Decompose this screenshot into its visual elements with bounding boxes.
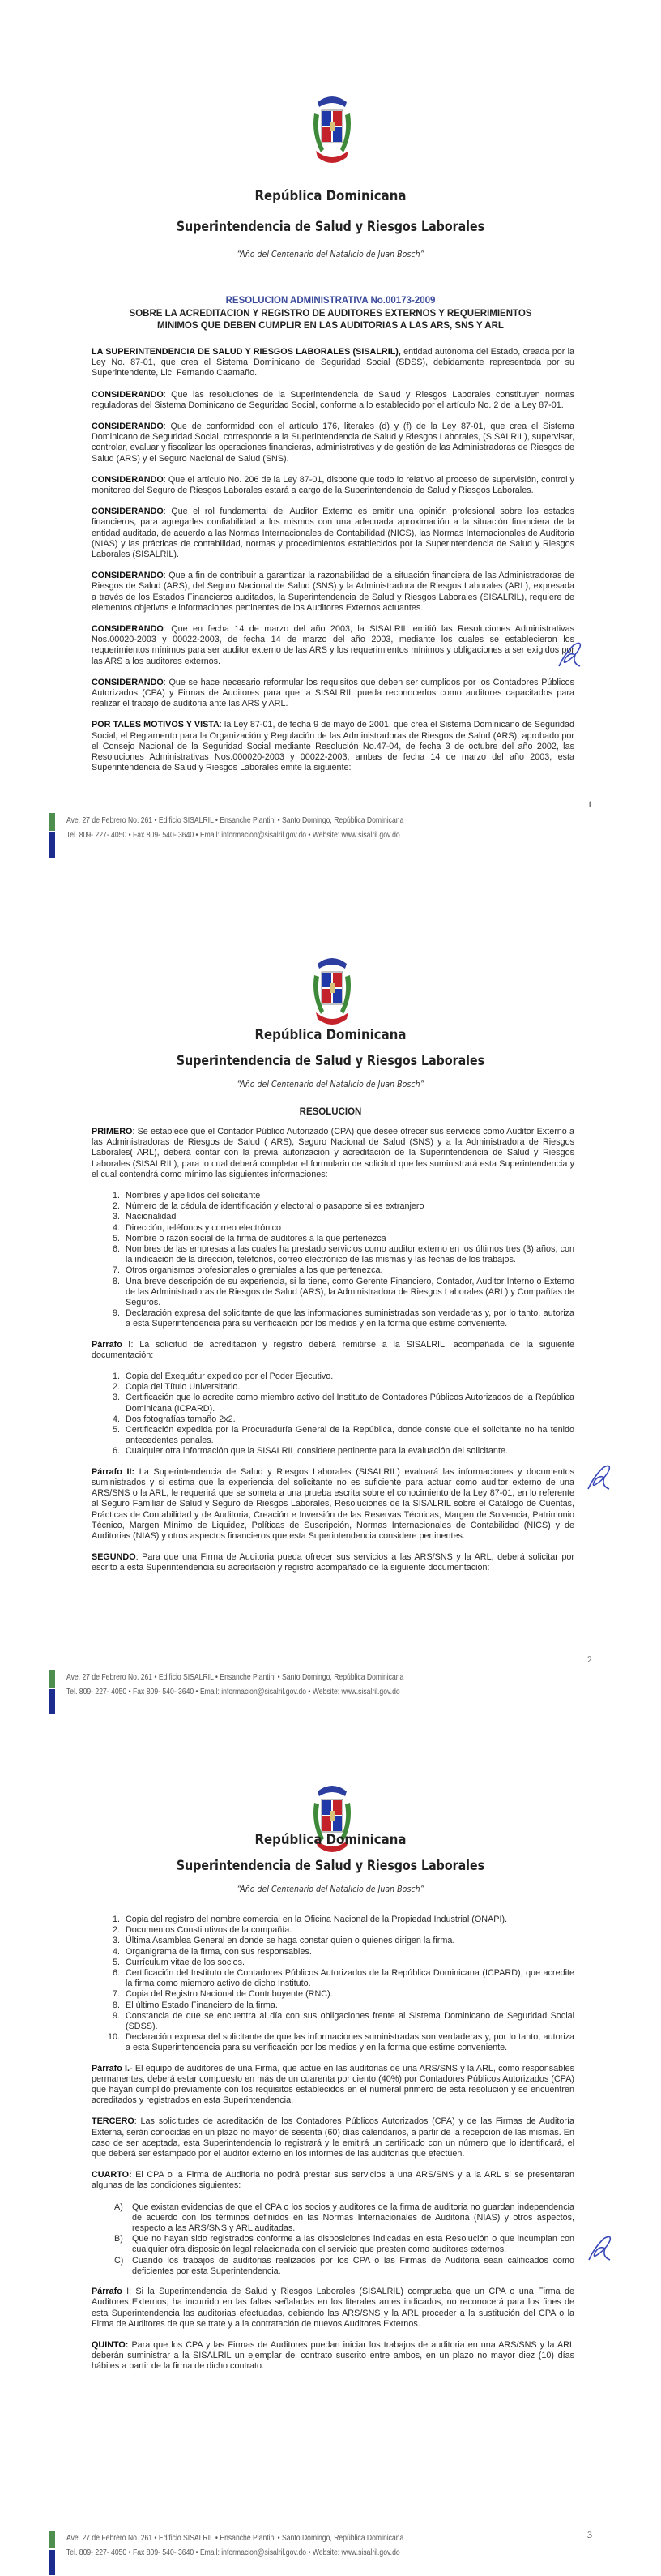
signature-mark [586, 2232, 615, 2265]
tercero-label: TERCERO [92, 2116, 134, 2127]
por-tales-motivos [92, 720, 574, 773]
page-2-body [92, 1127, 574, 1585]
header-country: República Dominicana [254, 1832, 407, 1848]
signature-mark [585, 1461, 614, 1494]
footer-address: Ave. 27 de Febrero No. 261 • Edificio SISALRIL • Ensanche Piantini • Santo Domingo, República Dominicana [66, 1672, 404, 1682]
list-item: 9. Constancia de que se encuentra al día con sus obligaciones frente al Sistema Dominicano de Seguridad Social (SDSS). [122, 2011, 574, 2032]
signature-mark [556, 639, 585, 671]
considerando-text: : Que el rol fundamental del Auditor Externo es emitir una opinión profesional sobre los estados financieros, para agregarles confiabilidad a los mismos con una adecuada aproximación a la situación financiera de la entidad auditada, de acuerdo a las Normas Internacionales de Contabilidad (NICS), las Normas Internacionales de Auditoria (NIAS) y las prácticas de contabilidad, normas y procedimientos establecidos por la Superintendencia de Salud y Riesgos Laborales (SISALRIL). [92, 507, 574, 560]
list-item: 7. Otros organismos profesionales o gremiales a los que pertenezca. [122, 1265, 574, 1276]
footer-blue-bar [49, 832, 55, 858]
resolution-subtitle-2: MINIMOS QUE DEBEN CUMPLIR EN LAS AUDITORIAS A LAS ARS, SNS Y ARL [157, 321, 504, 331]
header-agency: Superintendencia de Salud y Riesgos Laborales [176, 219, 485, 234]
parrafo-2 [92, 1467, 574, 1542]
header-agency: Superintendencia de Salud y Riesgos Laborales [176, 1858, 485, 1873]
list-item: 7. Copia del Registro Nacional de Contribuyente (RNC). [122, 1989, 574, 2000]
considerando-4 [92, 507, 574, 560]
cuarto-list [92, 2202, 574, 2277]
list-item [114, 2234, 574, 2255]
header-motto: “Año del Centenario del Natalicio de Juan Bosch” [237, 249, 424, 259]
parrafo-1-text: : La solicitud de acreditación y registro deberá remitirse a la SISALRIL, acompañada de la siguiente documentación: [92, 1339, 575, 1360]
coat-of-arms-logo [309, 951, 355, 1032]
considerando-label: CONSIDERANDO [92, 507, 164, 517]
tercero-paragraph [92, 2116, 574, 2159]
considerando-label: CONSIDERANDO [92, 571, 164, 581]
parrafo-1-list [92, 1371, 574, 1457]
list-item [114, 2256, 574, 2277]
list-item: 6. Cualquier otra información que la SISALRIL considere pertinente para la evaluación del solicitante. [122, 1446, 574, 1457]
parrafo-1-sancion [92, 2287, 574, 2330]
header-country: República Dominicana [254, 1027, 407, 1043]
segundo-list [92, 1915, 574, 2054]
footer-blue-bar [49, 1689, 55, 1714]
resolution-title: RESOLUCION ADMINISTRATIVA No.00173-2009 [225, 296, 436, 306]
list-item: 6. Certificación del Instituto de Contadores Públicos Autorizados de la República Dominicana (ICPARD), que acredite la firma como miembro activo de dicho Instituto. [122, 1968, 574, 1989]
page-number: 3 [587, 2529, 592, 2540]
footer-address: Ave. 27 de Febrero No. 261 • Edificio SISALRIL • Ensanche Piantini • Santo Domingo, República Dominicana [66, 2533, 404, 2543]
list-item [114, 2202, 574, 2235]
list-item: 4. Dirección, teléfonos y correo electrónico [122, 1223, 574, 1234]
list-text: Que no hayan sido registrados conforme a las disposiciones indicadas en esta Resolución o que incumplan con cualquier otra disposición legal relacionada con el servicio que presten como auditores externos. [132, 2234, 574, 2255]
intro-bold: LA SUPERINTENDENCIA DE SALUD Y RIESGOS LABORALES (SISALRIL), [92, 347, 401, 357]
parrafo-2-label: Párrafo II: [92, 1466, 135, 1477]
parrafo-label: Párrafo [92, 2287, 122, 2297]
page-1 [0, 0, 661, 858]
footer-address: Ave. 27 de Febrero No. 261 • Edificio SISALRIL • Ensanche Piantini • Santo Domingo, República Dominicana [66, 815, 404, 825]
footer-contact: Tel. 809- 227- 4050 • Fax 809- 540- 3640 • Email: informacion@sisalril.gov.do • Website: www.sisalril.gov.do [66, 2548, 400, 2557]
header-country: República Dominicana [254, 188, 407, 204]
intro-text: entidad autónoma del Estado, creada por la Ley No. 87-01, que crea el Sistema Dominicano de Seguridad Social (SDSS), debidamente representada por su Superintendente, Lic. Fernando Caamaño. [92, 347, 574, 379]
footer-contact: Tel. 809- 227- 4050 • Fax 809- 540- 3640 • Email: informacion@sisalril.gov.do • Website: www.sisalril.gov.do [66, 1687, 400, 1697]
list-item: 1. Copia del registro del nombre comercial en la Oficina Nacional de la Propiedad Industrial (ONAPI). [122, 1915, 574, 1925]
list-item: 1. Copia del Exequátur expedido por el Poder Ejecutivo. [122, 1371, 574, 1382]
cuarto-text: El CPA o la Firma de Auditoria no podrá prestar sus servicios a una ARS/SNS y a la ARL si se presentaran algunas de las condiciones siguientes: [92, 2170, 574, 2191]
list-item: 9. Declaración expresa del solicitante de que las informaciones suministradas son verdaderas y, por lo tanto, autoriza a esta Superintendencia para su verificación por los medios y en la forma que estime conveniente. [122, 1308, 574, 1329]
parrafo-1-firma [92, 2064, 574, 2107]
considerando-6 [92, 624, 574, 667]
resolucion-heading: RESOLUCION [299, 1107, 362, 1117]
list-item: 2. Documentos Constitutivos de la compañía. [122, 1925, 574, 1936]
list-item: 5. Certificación expedida por la Procuraduría General de la República, donde conste que el solicitante no ha tenido antecedentes penales. [122, 1425, 574, 1446]
list-item: 5. Nombre o razón social de la firma de auditores a la que pertenezca [122, 1234, 574, 1244]
considerando-text: : Que se hace necesario reformular los requisitos que deben ser cumplidos por los Contadores Públicos Autorizados (CPA) y Firmas de Auditores para que la SISALRIL pueda reconocerlos como auditores capacitados para realizar el trabajo de auditoria ante las ARS y ARL. [92, 677, 574, 709]
considerando-text: : Que el artículo No. 206 de la Ley 87-01, dispone que todo lo relativo al proceso de supervisión, control y monitoreo del Seguro de Riesgos Laborales estará a cargo de la Superintendencia de Salud y Riesgos Laborales. [92, 474, 574, 496]
header-motto: “Año del Centenario del Natalicio de Juan Bosch” [237, 1884, 424, 1894]
resolution-subtitle-1: SOBRE LA ACREDITACION Y REGISTRO DE AUDITORES EXTERNOS Y REQUERIMIENTOS [129, 309, 532, 319]
considerando-text: : Que a fin de contribuir a garantizar la razonabilidad de la situación financiera de las Administradoras de Riesgos de Salud (ARS), del Seguro Nacional de Salud (SNS) y la Administradora de Riesgos Laborales (ARL), expresada a través de los Estados Financieros auditados, la Superintendencia de Salud y Riesgos Laborales (SISALRIL), requiere de elementos objetivos e informaciones pertinentes de los Auditores Externos actuantes. [92, 571, 574, 613]
por-tales-label: POR TALES MOTIVOS Y VISTA [92, 720, 220, 730]
cuarto-paragraph [92, 2170, 574, 2191]
parrafo-2-text: La Superintendencia de Salud y Riesgos Laborales (SISALRIL) evaluará las informaciones y documentos suministrados y si estima que la experiencia del solicitante no es suficiente para actuar como auditor externo de una ARS/SNS o la ARL, le requerirá que se someta a una prueba escrita sobre el conocimiento de la Ley 87-01, en lo referente al Seguro Familiar de Salud y Seguro de Riesgos Laborales, Resoluciones de la SISALRIL sobre el Catálogo de Cuentas, Prácticas de Contabilidad y de Auditoria, Creación e Inversión de las Reservas Técnicas, Margen de Solvencia, Patrimonio Técnico, Margen Mínimo de Liquidez, Políticas de Suscripción, Normas Internacionales de Contabilidad (NICS) y de Auditorias (NIAS) y otros aspectos financieros que esta Superintendencia considere pertinentes. [92, 1466, 574, 1541]
page-1-body [92, 347, 574, 785]
page-footer [49, 1670, 616, 1709]
page-3-body [92, 1915, 574, 2383]
intro-paragraph [92, 347, 574, 379]
footer-blue-bar [49, 2550, 55, 2575]
header-motto: “Año del Centenario del Natalicio de Juan Bosch” [237, 1079, 424, 1089]
por-tales-text: : la Ley 87-01, de fecha 9 de mayo de 2001, que crea el Sistema Dominicano de Seguridad Social, el Reglamento para la Organización y Regulación de las Administradoras de Riesgos de Salud (ARS), aprobado por el Consejo Nacional de la Seguridad Social mediante Resolución No.47-04, de fecha 3 de octubre del año 2002, las Resoluciones Administrativas Nos.000020-2003 y 00022-2003, ambas de fecha 14 de marzo del año 2003, esta Superintendencia de Salud y Riesgos Laborales emite la siguiente: [92, 720, 575, 773]
primero-label: PRIMERO [92, 1127, 133, 1136]
list-item: 6. Nombres de las empresas a las cuales ha prestado servicios como auditor externo en los últimos tres (3) años, con la indicación de la dirección, teléfonos, correo electrónico de las mismas y las fechas de los trabajos. [122, 1244, 574, 1265]
list-item: 4. Organigrama de la firma, con sus responsables. [122, 1947, 574, 1958]
considerando-text: : Que en fecha 14 de marzo del año 2003, la SISALRIL emitió las Resoluciones Administrativas Nos.00020-2003 y 00022-2003, de fecha 14 de marzo del año 2003, mediante los cuales se establecieron los requerimientos mínimos para ser auditor externo de las ARS y los requerimientos mínimos y obligaciones a ser exigidos por las ARS a los auditores externos. [92, 624, 574, 666]
primero-text: : Se establece que el Contador Público Autorizado (CPA) que desee ofrecer sus servicios como Auditor Externo a las Administradoras de Riesgos de Salud ( ARS), Seguro Nacional de Salud (SNS) y a la Administradora de Riesgos Laborales( ARL), deberá contar con la previa autorización y acreditación de la Superintendencia de Salud y Riesgos Laborales (SISALRIL), para lo cual deberá completar el formulario de solicitud que les suministrará esta Superintendencia y el cual contendrá como mínimo las siguientes informaciones: [92, 1127, 574, 1179]
parrafo-text: I: Si la Superintendencia de Salud y Riesgos Laborales (SISALRIL) comprueba que un CPA o una Firma de Auditores Externos, ha incurrido en las faltas señaladas en los literales antes indicados, no reconocerá para los fines de esta Superintendencia las auditorias efectuadas, debiendo las ARS/SNS y la ARL proceder a la sustitución del CPA o la Firma de Auditores de que se trate y a la contratación de nuevos Auditores Externos. [92, 2287, 574, 2329]
considerando-7 [92, 678, 574, 710]
footer-green-bar [49, 813, 55, 831]
page-2 [0, 858, 661, 1717]
tercero-text: : Las solicitudes de acreditación de los Contadores Públicos Autorizados (CPA) y de las Firmas de Auditoría Externa, serán conocidas en un plazo no mayor de sesenta (60) días calendarios, a partir de la recepción de las mismas. En caso de ser aceptada, esta Superintendencia lo registrará y le emitirá un certificado con un número que lo identificará, el que deberá ser estampado por el auditor externo en los informes de las auditorias que efectúen. [92, 2116, 574, 2159]
considerando-text: : Que las resoluciones de la Superintendencia de Salud y Riesgos Laborales constituyen normas reguladoras del Sistema Dominicano de Seguridad Social, conforme a lo establecido por el artículo No. 2 de la Ley 87-01. [92, 389, 574, 410]
segundo-paragraph [92, 1552, 574, 1573]
parrafo-1-label: Párrafo I.- [92, 2063, 133, 2073]
list-text: Que existan evidencias de que el CPA o los socios y auditores de la firma de auditoria no guardan independencia de acuerdo con los términos definidos en las Normas Internacionales de Auditoria (NIAS) y otros aspectos, respecto a las ARS/SNS y ARL auditadas. [132, 2202, 574, 2234]
considerando-label: CONSIDERANDO [92, 389, 164, 400]
quinto-paragraph [92, 2340, 574, 2373]
list-item: 10. Declaración expresa del solicitante de que las informaciones suministradas son verdaderas y, por lo tanto, autoriza a esta Superintendencia para su verificación por los medios y en la forma que estime conveniente. [122, 2032, 574, 2053]
considerando-label: CONSIDERANDO [92, 421, 164, 432]
parrafo-1 [92, 1340, 574, 1361]
list-letter: A) [114, 2202, 123, 2212]
primero-paragraph [92, 1127, 574, 1180]
list-item: 8. Una breve descripción de su experiencia, si la tiene, como Gerente Financiero, Contador, Auditor Interno o Externo de las Administradoras de Riesgos de Salud (ARS), la Administradora de Riesgos Laborales (ARL) y Compañías de Seguros. [122, 1277, 574, 1309]
list-item: 2. Número de la cédula de identificación y electoral o pasaporte si es extranjero [122, 1201, 574, 1212]
list-item: 1. Nombres y apellidos del solicitante [122, 1191, 574, 1201]
considerando-label: CONSIDERANDO [92, 474, 164, 485]
considerando-label: CONSIDERANDO [92, 677, 164, 687]
page-footer [49, 813, 616, 852]
considerando-3 [92, 475, 574, 496]
list-item: 5. Currículum vitae de los socios. [122, 1958, 574, 1968]
considerando-5 [92, 571, 574, 614]
list-item: 3. Última Asamblea General en donde se haga constar quien o quienes dirigen la firma. [122, 1936, 574, 1946]
list-item: 3. Nacionalidad [122, 1212, 574, 1222]
page-number: 2 [587, 1654, 592, 1665]
list-item: 4. Dos fotografías tamaño 2x2. [122, 1414, 574, 1425]
quinto-label: QUINTO: [92, 2339, 129, 2350]
cuarto-label: CUARTO: [92, 2170, 132, 2180]
parrafo-1-text: El equipo de auditores de una Firma, que actúe en las auditorias de una ARS/SNS y la ARL, como responsables permanentes, deberá estar compuesto en más de un cuarenta por ciento (40%) por Contadores Públicos Autorizados (CPA) que hayan cumplido previamente con los requisitos establecidos en el numeral primero de esta resolución y se encuentren acreditados y registrados en esta Superintendencia. [92, 2063, 574, 2106]
quinto-text: Para que los CPA y las Firmas de Auditores puedan iniciar los trabajos de auditoria en una ARS/SNS y la ARL deberán suministrar a la SISALRIL un ejemplar del contrato suscrito entre ambos, en un plazo no mayor diez (10) días hábiles a partir de la firma de dicho contrato. [92, 2339, 574, 2372]
list-item: 8. El último Estado Financiero de la firma. [122, 2000, 574, 2011]
page-footer [49, 2531, 616, 2570]
list-text: Cuando los trabajos de auditorias realizados por los CPA o las Firmas de Auditoria sean calificados como deficientes por esta Superintendencia. [132, 2255, 574, 2276]
coat-of-arms-logo [309, 89, 355, 170]
considerando-text: : Que de conformidad con el artículo 176, literales (d) y (f) de la Ley 87-01, que crea el Sistema Dominicano de Seguridad Social, corresponde a la Superintendencia de Salud y Riesgos Laborales, (SISALRIL), supervisar, controlar, evaluar y fiscalizar las operaciones financieras, administrativas y de gestión de las Administradoras de Riesgos de Salud (ARS) y el Seguro Nacional de Salud (SNS). [92, 421, 574, 464]
primero-list [92, 1191, 574, 1330]
segundo-label: SEGUNDO [92, 1552, 136, 1563]
list-item: 3. Certificación que lo acredite como miembro activo del Instituto de Contadores Públicos Autorizados de la República Dominicana (ICPARD). [122, 1393, 574, 1414]
considerando-2 [92, 421, 574, 464]
considerando-1 [92, 390, 574, 411]
list-item: 2. Copia del Título Universitario. [122, 1382, 574, 1393]
footer-green-bar [49, 1670, 55, 1688]
segundo-text: : Para que una Firma de Auditoria pueda ofrecer sus servicios a las ARS/SNS y la ARL, deberá solicitar por escrito a esta Superintendencia su acreditación y registro acompañado de la siguiente documentación: [92, 1552, 574, 1573]
list-letter: B) [114, 2234, 123, 2244]
list-letter: C) [114, 2255, 124, 2266]
considerando-label: CONSIDERANDO [92, 624, 164, 635]
page-3 [0, 1717, 661, 2576]
footer-contact: Tel. 809- 227- 4050 • Fax 809- 540- 3640 • Email: informacion@sisalril.gov.do • Website: www.sisalril.gov.do [66, 830, 400, 840]
parrafo-1-label: Párrafo I [92, 1339, 131, 1350]
footer-green-bar [49, 2531, 55, 2548]
page-number: 1 [587, 798, 592, 810]
header-agency: Superintendencia de Salud y Riesgos Laborales [176, 1053, 485, 1068]
